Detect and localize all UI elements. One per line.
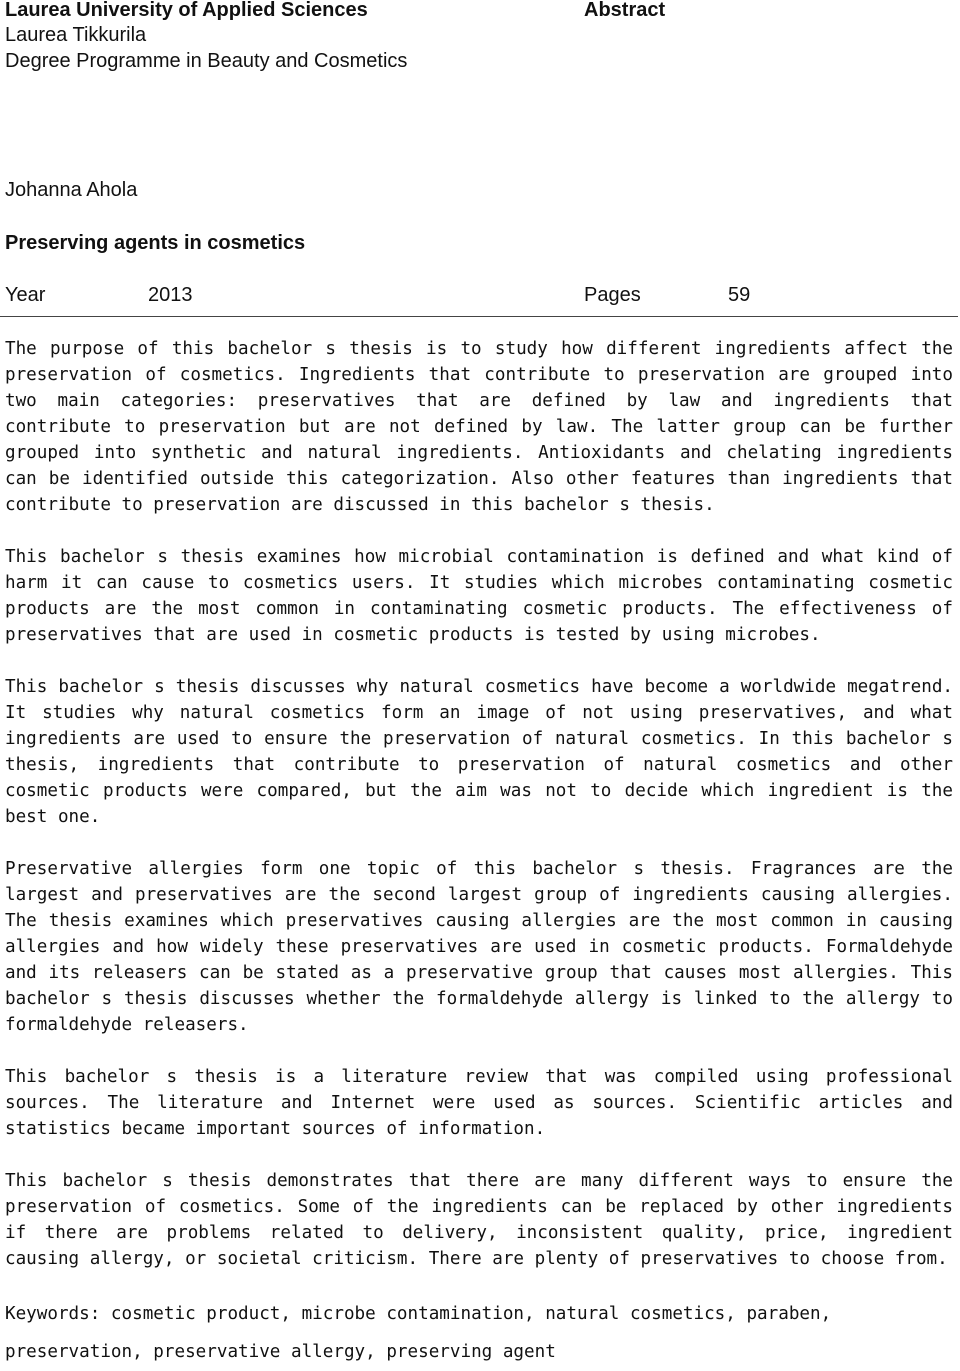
header-divider [0, 316, 958, 317]
abstract-paragraph: This bachelor s thesis discusses why natural cosmetics have become a worldwide megatrend. It studies why natural cosmetics form an image of not using preservatives, and what ingredients are used to ensure the preservation of natural cosmetics. In this bachelor s thesis, ingredients that contribute to preservation of natural cosmetics and other cosmetic products were compared, but the aim was not to decide which ingredient is the best one. [5, 677, 953, 827]
abstract-paragraph: The purpose of this bachelor s thesis is to study how different ingredients affect the preservation of cosmetics. Ingredients that contribute to preservation are grouped into two main categories: preservatives that are defined by law and ingredients that contribute to preservation but are not defined by law. The latter group can be further grouped into synthetic and natural ingredients. Antioxidants and chelating ingredients can be identified outside this categorization. Also other features than ingredients that contribute to preservation are discussed in this bachelor s thesis. [5, 339, 953, 515]
section-heading-abstract: Abstract [584, 0, 666, 21]
degree-programme: Degree Programme in Beauty and Cosmetics [5, 50, 408, 72]
pages-label: Pages [584, 284, 641, 306]
thesis-title: Preserving agents in cosmetics [5, 232, 306, 254]
year-label: Year [5, 284, 46, 306]
pages-value: 59 [728, 284, 751, 306]
author-name: Johanna Ahola [5, 179, 138, 201]
keywords-line: Keywords: cosmetic product, microbe contamination, natural cosmetics, paraben, preservation, preservative allergy, preserving agent [5, 1304, 832, 1362]
university-name: Laurea University of Applied Sciences [5, 0, 368, 21]
campus-name: Laurea Tikkurila [5, 24, 147, 46]
abstract-body [5, 336, 953, 1298]
abstract-paragraph: Preservative allergies form one topic of this bachelor s thesis. Fragrances are the largest and preservatives are the second largest group of ingredients causing allergies. The thesis examines which preservatives causing allergies are the most common in causing allergies and how widely these preservatives are used in cosmetic products. Formaldehyde and its releasers can be stated as a preservative group that causes most allergies. This bachelor s thesis discusses whether the formaldehyde allergy is linked to the allergy to formaldehyde releasers. [5, 859, 953, 1035]
year-value: 2013 [148, 284, 193, 306]
abstract-paragraph: This bachelor s thesis demonstrates that there are many different ways to ensure the preservation of cosmetics. Some of the ingredients can be replaced by other ingredients if there are problems related to delivery, inconsistent quality, price, ingredient causing allergy, or societal criticism. There are plenty of preservatives to choose from. [5, 1171, 953, 1269]
abstract-paragraph: This bachelor s thesis examines how microbial contamination is defined and what kind of harm it can cause to cosmetics users. It studies which microbes contaminating cosmetic products are the most common in contaminating cosmetic products. The effectiveness of preservatives that are used in cosmetic products is tested by using microbes. [5, 547, 953, 645]
abstract-paragraph: This bachelor s thesis is a literature review that was compiled using professional sources. The literature and Internet were used as sources. Scientific articles and statistics became important sources of information. [5, 1067, 953, 1139]
